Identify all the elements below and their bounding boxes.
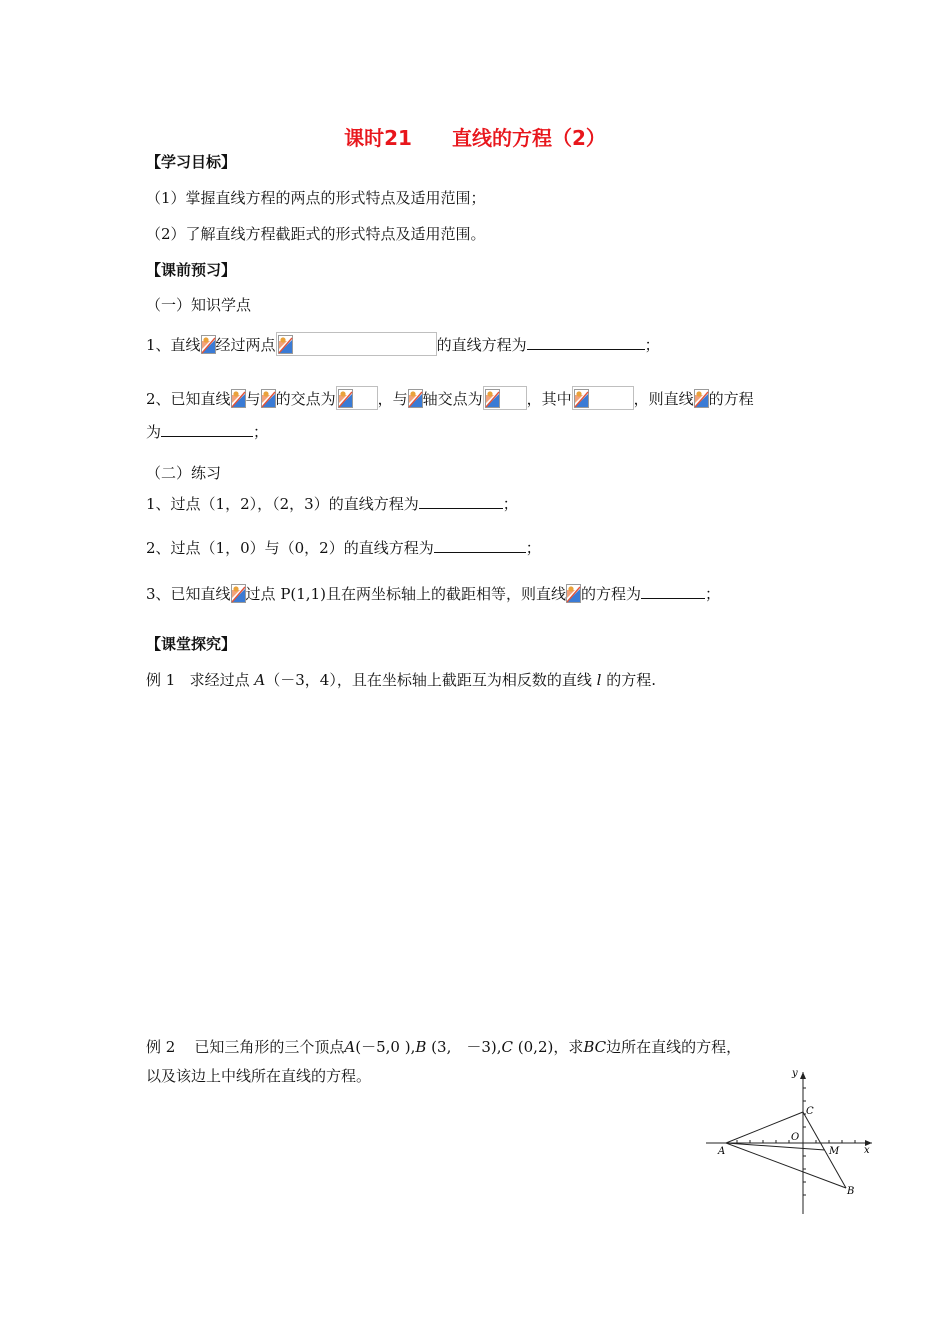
- section-preview: 【课前预习】: [146, 261, 237, 279]
- broken-image-icon: [261, 389, 276, 408]
- section-explore: 【课堂探究】: [146, 635, 237, 653]
- formula-image-box: [276, 332, 437, 356]
- objective-1: （1）掌握直线方程的两点的形式特点及适用范围；: [146, 189, 486, 207]
- label-a: A: [718, 1146, 726, 1157]
- label-o: O: [791, 1132, 800, 1143]
- broken-image-icon: [231, 389, 246, 408]
- practice-item-2: 2、过点（1，0）与（0，2）的直线方程为 ；: [146, 536, 541, 558]
- practice-heading: （二）练习: [146, 464, 222, 482]
- broken-image-icon: [574, 389, 589, 408]
- answer-blank[interactable]: [419, 492, 503, 509]
- answer-blank[interactable]: [641, 582, 705, 599]
- label-m: M: [829, 1146, 840, 1157]
- knowledge-item-1: 1、直线 经过两点 的直线方程为 ；: [146, 332, 660, 356]
- page-title: 课时21 直线的方程（2）: [344, 126, 606, 150]
- broken-image-icon: [408, 389, 423, 408]
- y-axis-arrow: [800, 1072, 806, 1079]
- broken-image-icon: [485, 389, 500, 408]
- label-y: y: [792, 1068, 798, 1079]
- practice-item-3: 3、已知直线 过点 P(1,1)且在两坐标轴上的截距相等，则直线 的方程为 ；: [146, 582, 720, 604]
- example-2: 例 2 已知三角形的三个顶点A(－5,0 ),B (3, －3),C (0,2)，求BC边所在直线的方程，: [146, 1038, 742, 1056]
- example-2-line2: 以及该边上中线所在直线的方程。: [146, 1067, 372, 1085]
- label-b: B: [847, 1186, 855, 1197]
- broken-image-icon: [338, 389, 353, 408]
- practice-item-1: 1、过点（1，2），（2，3）的直线方程为 ；: [146, 492, 518, 514]
- broken-image-icon: [201, 335, 216, 354]
- section-objectives: 【学习目标】: [146, 153, 237, 171]
- formula-image-box: [483, 386, 527, 410]
- formula-image-box: [336, 386, 378, 410]
- broken-image-icon: [278, 335, 293, 354]
- answer-blank[interactable]: [161, 420, 253, 437]
- knowledge-item-2-line2: 为 ；: [146, 420, 268, 442]
- broken-image-icon: [694, 389, 709, 408]
- broken-image-icon: [566, 584, 581, 603]
- knowledge-item-2: 2、已知直线 与 的交点为 ，与 轴交点为 ，其中 ，则直线 的方程: [146, 386, 754, 410]
- label-x: x: [864, 1145, 870, 1156]
- answer-blank[interactable]: [527, 333, 645, 350]
- answer-blank[interactable]: [434, 536, 526, 553]
- formula-image-box: [572, 386, 634, 410]
- objective-2: （2）了解直线方程截距式的形式特点及适用范围。: [146, 225, 486, 243]
- triangle-figure: [700, 1064, 885, 1219]
- knowledge-heading: （一）知识学点: [146, 296, 252, 314]
- label-c: C: [806, 1106, 814, 1117]
- example-1: 例 1 求经过点 A（－3，4），且在坐标轴上截距互为相反数的直线 l 的方程.: [146, 671, 657, 689]
- segment-ab: [726, 1143, 846, 1188]
- broken-image-icon: [231, 584, 246, 603]
